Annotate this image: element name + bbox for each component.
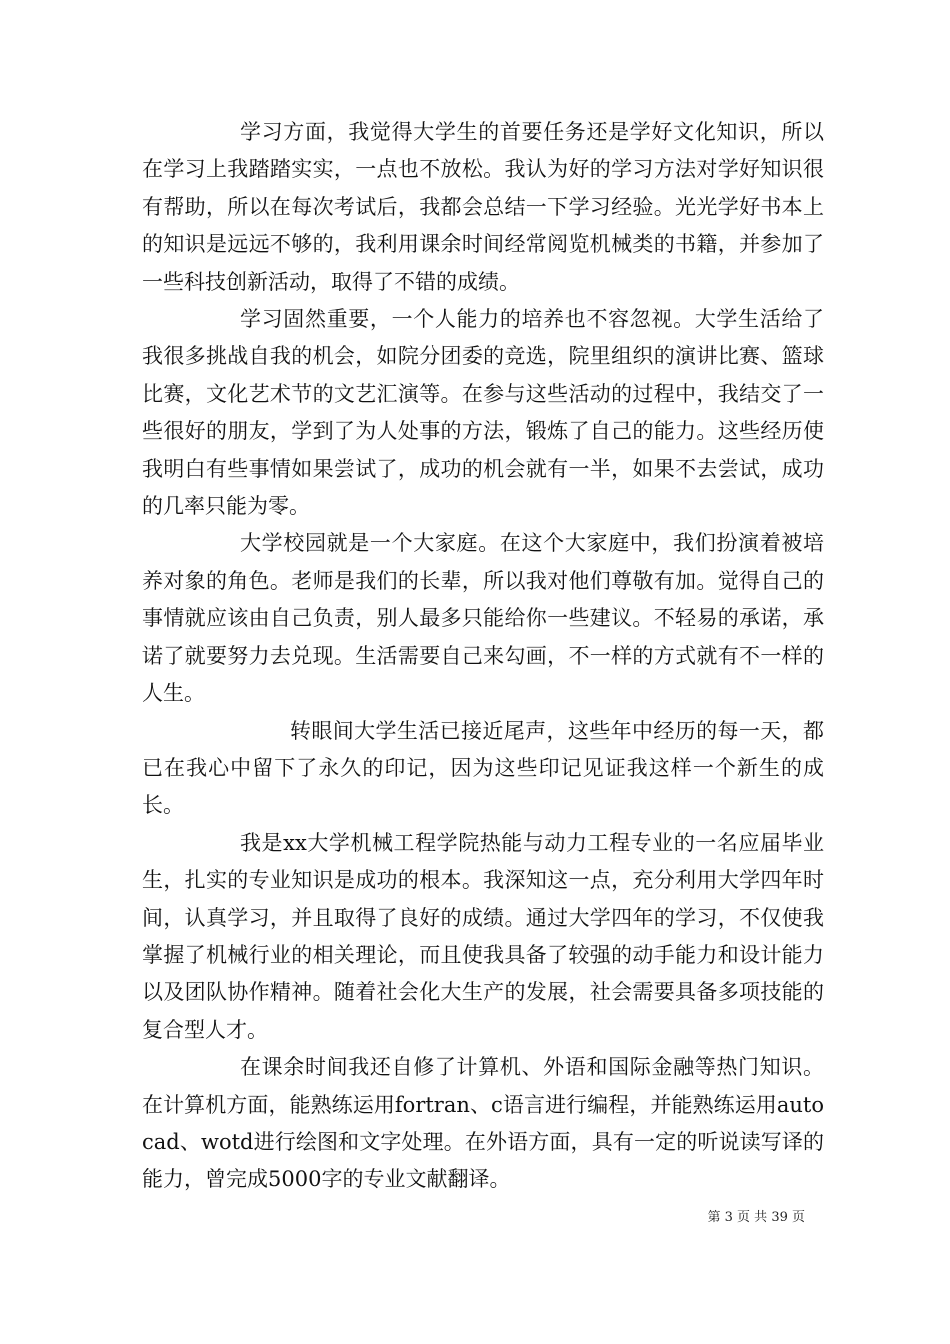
paragraph-study: 学习方面，我觉得大学生的首要任务还是学好文化知识，所以在学习上我踏踏实实，一点也不放松。我认为好的学习方法对学好知识很有帮助，所以在每次考试后，我都会总结一下学习经验。光光学好书本上的知识是远远不够的，我利用课余时间经常阅览机械类的书籍，并参加了一些科技创新活动，取得了不错的成绩。	[142, 120, 824, 294]
paragraph-campus-family: 大学校园就是一个大家庭。在这个大家庭中，我们扮演着被培养对象的角色。老师是我们的长辈，所以我对他们尊敬有加。觉得自己的事情就应该由自己负责，别人最多只能给你一些建议。不轻易的承诺，承诺了就要努力去兑现。生活需要自己来勾画，不一样的方式就有不一样的人生。	[142, 531, 824, 706]
paragraph-self-study: 在课余时间我还自修了计算机、外语和国际金融等热门知识。在计算机方面，能熟练运用fortran、c语言进行编程，并能熟练运用autocad、wotd进行绘图和文字处理。在外语方面，具有一定的听说读写译的能力，曾完成5000字的专业文献翻译。	[142, 1055, 824, 1192]
paragraph-graduation: 转眼间大学生活已接近尾声，这些年中经历的每一天，都已在我心中留下了永久的印记，因为这些印记见证我这样一个新生的成长。	[142, 718, 824, 818]
page-number: 第 3 页 共 39 页	[707, 1210, 805, 1225]
paragraph-major: 我是xx大学机械工程学院热能与动力工程专业的一名应届毕业生，扎实的专业知识是成功的根本。我深知这一点，充分利用大学四年时间，认真学习，并且取得了良好的成绩。通过大学四年的学习，不仅使我掌握了机械行业的相关理论，而且使我具备了较强的动手能力和设计能力以及团队协作精神。随着社会化大生产的发展，社会需要具备多项技能的复合型人才。	[142, 830, 824, 1042]
paragraph-ability: 学习固然重要，一个人能力的培养也不容忽视。大学生活给了我很多挑战自我的机会，如院分团委的竞选，院里组织的演讲比赛、篮球比赛，文化艺术节的文艺汇演等。在参与这些活动的过程中，我结交了一些很好的朋友，学到了为人处事的方法，锻炼了自己的能力。这些经历使我明白有些事情如果尝试了，成功的机会就有一半，如果不去尝试，成功的几率只能为零。	[142, 307, 824, 519]
document-body	[142, 114, 824, 1199]
